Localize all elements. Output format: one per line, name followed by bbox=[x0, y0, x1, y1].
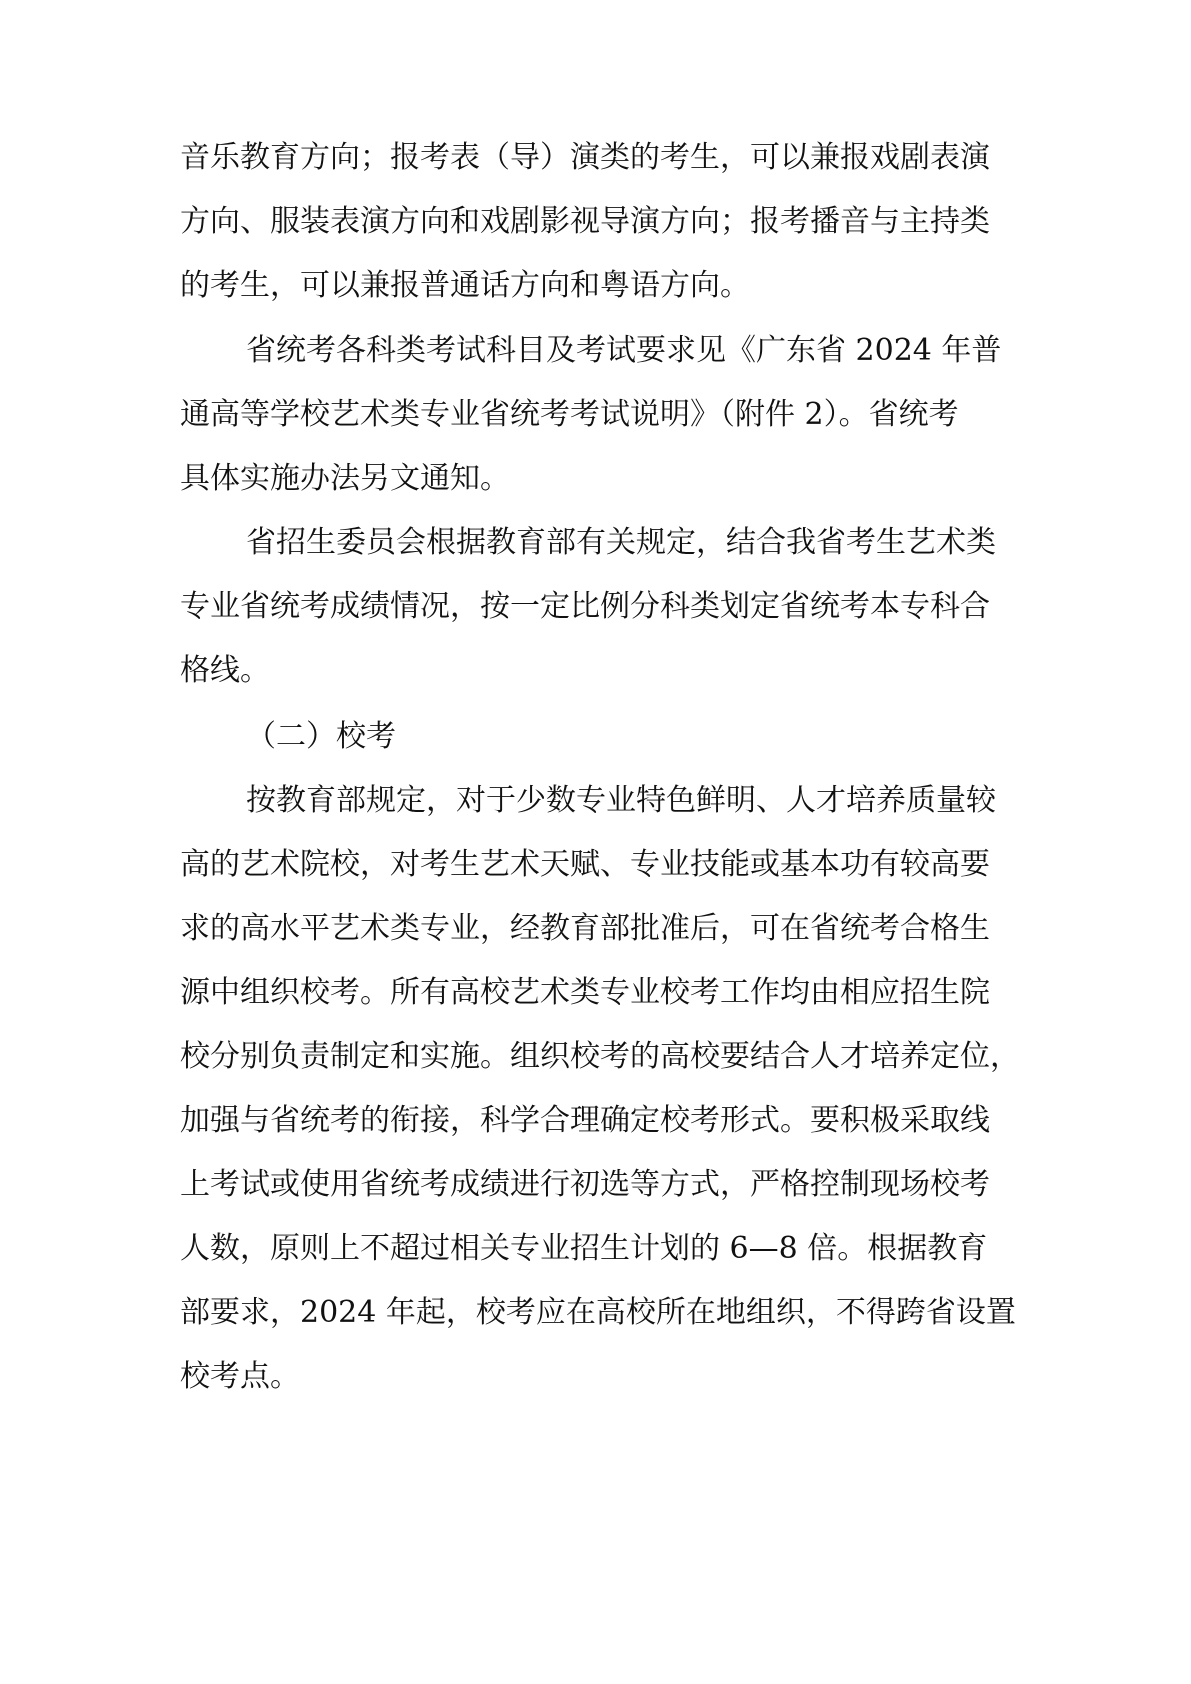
text-line: 加强与省统考的衔接，科学合理确定校考形式。要积极采取线 bbox=[180, 1103, 990, 1138]
text-line: 具体实施办法另文通知。 bbox=[180, 461, 510, 496]
text-line: 求的高水平艺术类专业，经教育部批准后，可在省统考合格生 bbox=[180, 911, 990, 946]
paragraph-first-line: 按教育部规定，对于少数专业特色鲜明、人才培养质量较 bbox=[246, 783, 996, 818]
section-heading: （二）校考 bbox=[246, 719, 396, 754]
text-line: 的考生，可以兼报普通话方向和粤语方向。 bbox=[180, 268, 750, 303]
text-line: 通高等学校艺术类专业省统考考试说明》（附件 2）。省统考 bbox=[180, 397, 959, 432]
text-line: 专业省统考成绩情况，按一定比例分科类划定省统考本专科合 bbox=[180, 589, 990, 624]
text-line: 格线。 bbox=[180, 653, 270, 688]
text-line: 源中组织校考。所有高校艺术类专业校考工作均由相应招生院 bbox=[180, 975, 990, 1010]
paragraph-first-line: 省统考各科类考试科目及考试要求见《广东省 2024 年普 bbox=[246, 333, 1002, 368]
text-line: 人数，原则上不超过相关专业招生计划的 6—8 倍。根据教育 bbox=[180, 1231, 988, 1266]
text-line: 部要求，2024 年起，校考应在高校所在地组织，不得跨省设置 bbox=[180, 1295, 1016, 1330]
text-line: 方向、服装表演方向和戏剧影视导演方向；报考播音与主持类 bbox=[180, 204, 990, 239]
text-line: 校考点。 bbox=[180, 1359, 300, 1394]
text-line: 音乐教育方向；报考表（导）演类的考生，可以兼报戏剧表演 bbox=[180, 140, 990, 175]
text-line: 高的艺术院校，对考生艺术天赋、专业技能或基本功有较高要 bbox=[180, 847, 990, 882]
paragraph-first-line: 省招生委员会根据教育部有关规定，结合我省考生艺术类 bbox=[246, 525, 996, 560]
text-line: 上考试或使用省统考成绩进行初选等方式，严格控制现场校考 bbox=[180, 1167, 990, 1202]
text-line: 校分别负责制定和实施。组织校考的高校要结合人才培养定位， bbox=[180, 1039, 1020, 1074]
